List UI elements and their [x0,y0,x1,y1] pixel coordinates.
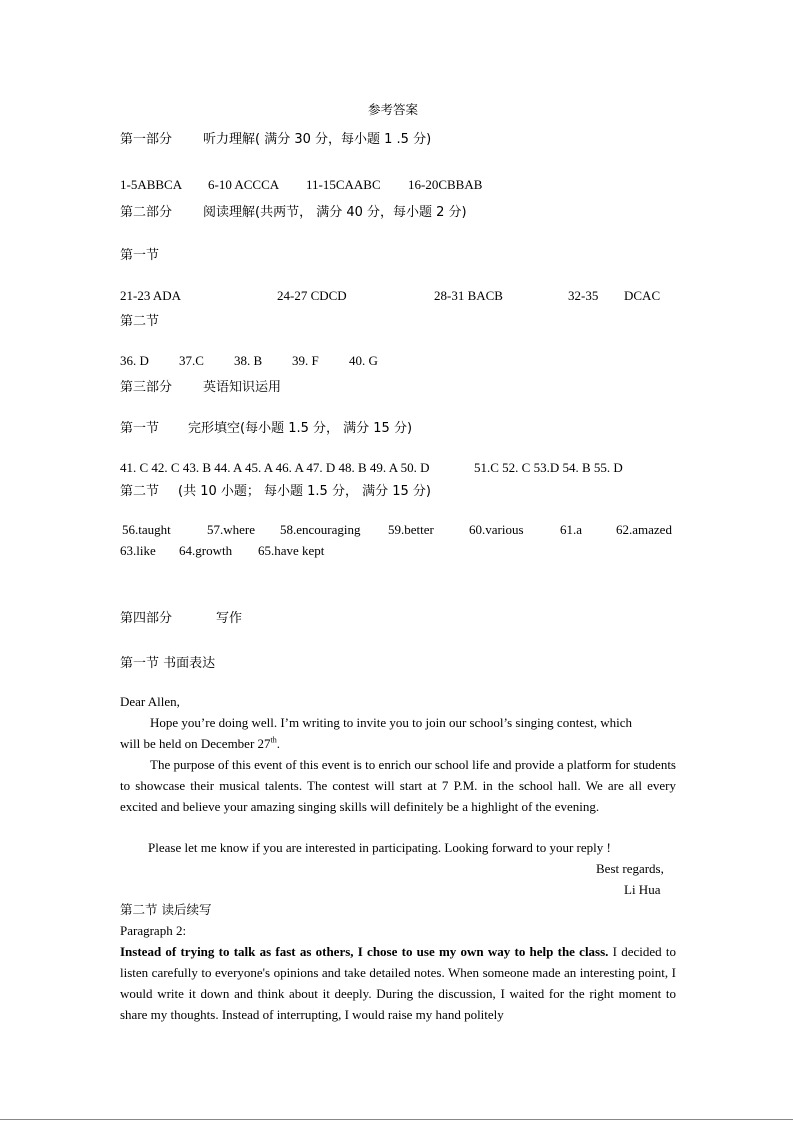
letter-signature: Li Hua [624,882,661,897]
part1-answer-3: 11-15CAABC [306,177,381,192]
cloze-answers-51-55: 51.C 52. C 53.D 54. B 55. D [474,460,623,475]
fill-answer-65: 65.have kept [258,543,325,558]
letter-p1-end: . [276,736,281,751]
part1-subtitle: 听力理解( 满分 30 分，每小题 1 .5 分) [203,132,432,147]
fill-answer-59: 59.better [388,522,434,537]
part1-heading: 第一部分 [120,132,173,147]
fill-answer-56: 56.taught [122,522,171,537]
part3-subtitle: 英语知识运用 [203,380,282,395]
letter-p1-sup: th [270,735,277,745]
part4-heading: 第四部分 [120,611,173,626]
letter-greeting: Dear Allen, [120,694,180,709]
reading-group-4: 32-35 [568,288,599,303]
part2-section2-heading: 第二节 [120,314,160,329]
fill-answer-61: 61.a [560,522,583,537]
letter-closing: Best regards, [596,861,664,876]
continuation-bold-lead: Instead of trying to talk as fast as others, I chose to use my own way to help the class. [120,944,609,959]
continuation-body: I decided to listen carefully to everyone's opinions and take detailed notes. When someone made an interesting point, I would write it down and think about it deeply. During the discussion, I waited for the right moment to share my thoughts. Instead of interrupting, I would raise my hand politely [120,944,676,1022]
fill-answer-64: 64.growth [179,543,233,558]
part2-heading: 第二部分 [120,205,173,220]
part2-section2-answer-3: 38. B [234,353,263,368]
letter-p1-line1: Hope you’re doing well. I’m writing to invite you to join our school’s singing contest, which [150,715,633,730]
page-title: 参考答案 [368,102,419,117]
cloze-answers-41-50: 41. C 42. C 43. B 44. A 45. A 46. A 47. D 48. B 49. A 50. D [120,460,430,475]
fill-answer-57: 57.where [207,522,256,537]
part2-section2-answer-2: 37.C [179,353,204,368]
part2-section1-heading: 第一节 [120,248,160,263]
letter-p3: Please let me know if you are interested in participating. Looking forward to your reply ! [148,840,611,855]
part2-section2-answer-1: 36. D [120,353,149,368]
part4-section1-heading: 第一节 书面表达 [120,656,216,671]
fill-answer-63: 63.like [120,543,156,558]
fill-answer-60: 60.various [469,522,524,537]
part2-section2-answer-5: 40. G [349,353,378,368]
reading-group-1: 21-23 ADA [120,288,182,303]
continuation-paragraph [120,941,676,1025]
part1-answer-2: 6-10 ACCCA [208,177,280,192]
part2-subtitle: 阅读理解(共两节， 满分 40 分，每小题 2 分) [203,205,467,220]
reading-group-2: 24-27 CDCD [277,288,347,303]
part3-section1-heading: 第一节 [120,421,160,436]
fill-answer-62: 62.amazed [616,522,672,537]
paragraph-label: Paragraph 2: [120,923,187,938]
page-bottom-rule [0,1119,793,1120]
letter-p1-line2-text: will be held on December 27 [120,736,271,751]
part3-section2-heading: 第二节 [120,484,160,499]
part1-answer-1: 1-5ABBCA [120,177,183,192]
fill-answer-58: 58.encouraging [280,522,361,537]
letter-p2: The purpose of this event of this event is to enrich our school life and provide a platform for students to showcase their musical talents. The contest will start at 7 P.M. in the school hall. We are all every excited and believe your amazing singing skills will definitely be a highlight of the evening. [120,757,676,814]
part2-section2-answer-4: 39. F [292,353,319,368]
part1-answer-4: 16-20CBBAB [408,177,483,192]
part4-section2-heading: 第二节 读后续写 [120,902,212,917]
reading-group-3: 28-31 BACB [434,288,503,303]
part3-section1-subtitle: 完形填空(每小题 1.5 分， 满分 15 分) [188,421,413,436]
part4-subtitle: 写作 [216,611,243,626]
reading-group-5: DCAC [624,288,661,303]
part3-section2-subtitle: (共 10 小题； 每小题 1.5 分， 满分 15 分) [178,484,431,499]
part3-heading: 第三部分 [120,380,173,395]
letter-p1-line2 [120,736,280,752]
